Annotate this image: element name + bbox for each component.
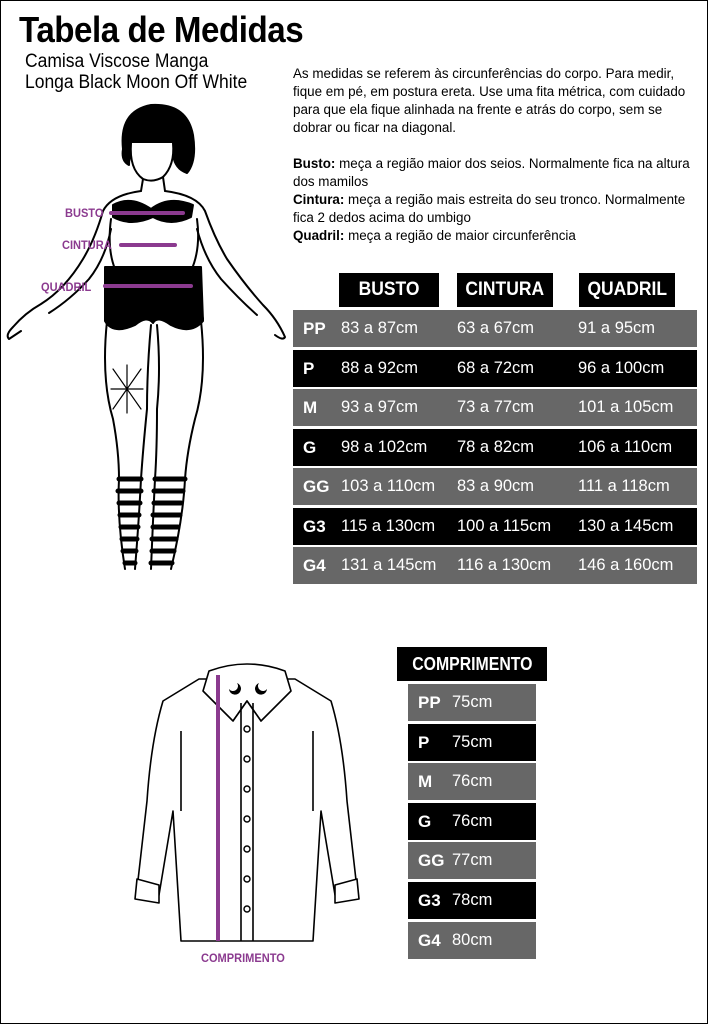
table-row (408, 803, 536, 840)
comprimento-cell: 78cm (452, 891, 493, 909)
busto-cell: 103 a 110cm (341, 477, 436, 495)
size-cell: P (418, 732, 430, 752)
table-row (408, 922, 536, 959)
cintura-cell: 78 a 82cm (457, 437, 535, 456)
cintura-cell: 116 a 130cm (457, 556, 552, 574)
table-row (408, 684, 536, 721)
cintura-figure-label: CINTURA (62, 238, 112, 252)
busto-cell: 88 a 92cm (341, 358, 419, 377)
comprimento-cell: 76cm (452, 811, 493, 830)
size-cell: G3 (303, 516, 326, 536)
table-row (293, 547, 697, 584)
size-cell: G4 (418, 930, 441, 950)
size-cell: G (303, 437, 317, 457)
quadril-cell: 91 a 95cm (578, 319, 656, 337)
busto-column-header: BUSTO (339, 273, 439, 307)
busto-description: meça a região maior dos seios. Normalmente fica na altura dos mamilos (293, 156, 690, 189)
quadril-cell: 146 a 160cm (578, 556, 674, 574)
comprimento-column-header: COMPRIMENTO (397, 647, 547, 681)
quadril-cell: 111 a 118cm (578, 477, 670, 495)
size-cell: G3 (418, 891, 441, 910)
size-cell: M (303, 398, 318, 417)
busto-cell: 98 a 102cm (341, 437, 428, 456)
table-row (408, 882, 536, 919)
quadril-cell: 101 a 105cm (578, 398, 674, 416)
cintura-cell: 68 a 72cm (457, 358, 535, 377)
size-cell: PP (418, 693, 441, 712)
cintura-cell: 63 a 67cm (457, 319, 535, 337)
quadril-cell: 106 a 110cm (578, 437, 673, 456)
cintura-column-header: CINTURA (457, 273, 553, 307)
table-row (408, 763, 536, 800)
table-row (408, 724, 536, 761)
comprimento-cell: 77cm (452, 851, 493, 870)
product-name-line-1: Camisa Viscose Manga (25, 51, 209, 72)
cintura-cell: 100 a 115cm (457, 516, 552, 535)
size-cell: GG (303, 477, 330, 496)
quadril-column-header: QUADRIL (579, 273, 675, 307)
busto-instruction (293, 155, 697, 191)
quadril-figure-label: QUADRIL (41, 280, 92, 294)
table-row (293, 350, 697, 387)
busto-cell: 93 a 97cm (341, 398, 419, 416)
table-row (293, 310, 697, 347)
table-row (293, 389, 697, 426)
product-name-line-2: Longa Black Moon Off White (25, 72, 248, 93)
comprimento-cell: 75cm (452, 693, 493, 711)
busto-cell: 115 a 130cm (341, 516, 436, 535)
cintura-term: Cintura: (293, 192, 345, 207)
table-row (293, 429, 697, 466)
table-row (408, 842, 536, 879)
busto-term: Busto: (293, 156, 336, 171)
busto-cell: 83 a 87cm (341, 319, 419, 337)
shirt-illustration (129, 651, 365, 951)
cintura-description: meça a região mais estreita do seu tronco. Normalmente fica 2 dedos acima do umbigo (293, 192, 686, 225)
cintura-cell: 73 a 77cm (457, 398, 535, 416)
size-cell: PP (303, 319, 326, 338)
table-row (293, 508, 697, 545)
size-cell: GG (418, 851, 445, 871)
table-row (293, 468, 697, 505)
comprimento-cell: 80cm (452, 930, 493, 949)
busto-cell: 131 a 145cm (341, 556, 437, 574)
body-figure-illustration (1, 99, 291, 579)
product-name (25, 51, 247, 93)
comprimento-figure-label: COMPRIMENTO (201, 951, 285, 965)
size-cell: G4 (303, 556, 326, 575)
page-title: Tabela de Medidas (19, 9, 304, 50)
quadril-cell: 96 a 100cm (578, 358, 665, 377)
size-cell: M (418, 772, 433, 792)
busto-figure-label: BUSTO (65, 206, 104, 220)
comprimento-cell: 76cm (452, 772, 493, 791)
intro-text: As medidas se referem às circunferências do corpo. Para medir, fique em pé, em postura ereta. Use uma fita métrica, com cuidado para que ela fique alinhada na frente e atrás do corpo, sem se dobrar ou ficar na diagonal. (293, 66, 686, 135)
size-cell: G (418, 811, 432, 831)
cintura-instruction (293, 191, 697, 227)
quadril-cell: 130 a 145cm (578, 516, 674, 535)
size-cell: P (303, 358, 315, 378)
cintura-cell: 83 a 90cm (457, 477, 535, 495)
quadril-instruction (293, 227, 697, 245)
quadril-term: Quadril: (293, 228, 345, 243)
quadril-description: meça a região de maior circunferência (344, 228, 576, 243)
measuring-instructions (293, 65, 697, 245)
comprimento-cell: 75cm (452, 732, 493, 751)
